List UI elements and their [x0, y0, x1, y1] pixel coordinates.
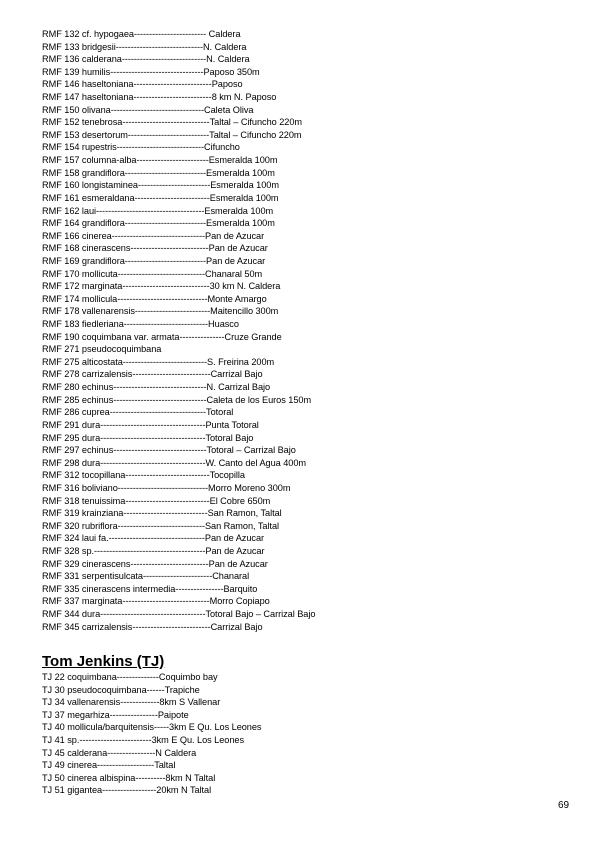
- list-item: TJ 45 calderana----------------N Caldera: [42, 747, 197, 758]
- list-item: RMF 344 dura-----------------------------------Totoral Bajo – Carrizal Bajo: [42, 609, 316, 620]
- list-item: RMF 271 pseudocoquimbana: [42, 344, 162, 355]
- list-item: RMF 139 humilis-------------------------------Paposo 350m: [42, 66, 260, 77]
- list-item: RMF 136 calderana----------------------------N. Caldera: [42, 54, 250, 65]
- list-item: RMF 158 grandiflora---------------------------Esmeralda 100m: [42, 167, 275, 178]
- list-item: RMF 190 coquimbana var. armata---------------Cruze Grande: [42, 331, 282, 342]
- list-item: RMF 147 haseltoniana--------------------------8 km N. Paposo: [42, 92, 277, 103]
- list-item: RMF 183 fiedleriana----------------------------Huasco: [42, 319, 239, 330]
- list-item: TJ 40 mollicula/barquitensis-----3km E Qu. Los Leones: [42, 722, 262, 733]
- list-item: RMF 319 krainziana----------------------------San Ramon, Taltal: [42, 508, 282, 519]
- list-item: RMF 285 echinus-------------------------------Caleta de los Euros 150m: [42, 394, 312, 405]
- list-item: TJ 22 coquimbana--------------Coquimbo bay: [42, 672, 218, 682]
- list-item: RMF 329 cinerascens--------------------------Pan de Azucar: [42, 558, 268, 569]
- list-item: RMF 286 cuprea--------------------------------Totoral: [42, 407, 234, 418]
- list-item: RMF 295 dura-----------------------------------Totoral Bajo: [42, 432, 254, 443]
- list-item: RMF 316 boliviano------------------------------Morro Moreno 300m: [42, 482, 291, 493]
- list-item: RMF 154 rupestris-----------------------------Cifuncho: [42, 142, 240, 153]
- list-item: RMF 331 serpentisulcata-----------------------Chanaral: [42, 571, 250, 582]
- list-item: RMF 275 alticostata----------------------------S. Freirina 200m: [42, 356, 275, 367]
- list-item: TJ 50 cinerea albispina----------8km N Taltal: [42, 772, 216, 783]
- list-item: RMF 132 cf. hypogaea------------------------ Caldera: [42, 29, 241, 39]
- list-item: TJ 34 vallenarensis-------------8km S Vallenar: [42, 697, 221, 708]
- list-item: RMF 152 tenebrosa-----------------------------Taltal – Cifuncho 220m: [42, 117, 302, 128]
- list-item: RMF 320 rubriflora-----------------------------San Ramon, Taltal: [42, 520, 280, 531]
- list-item: RMF 162 laui------------------------------------Esmeralda 100m: [42, 205, 274, 216]
- list-item: RMF 178 vallenarensis-------------------------Maitencillo 300m: [42, 306, 279, 317]
- list-item: RMF 169 grandiflora---------------------------Pan de Azucar: [42, 255, 266, 266]
- list-item: RMF 298 dura-----------------------------------W. Canto del Agua 400m: [42, 457, 306, 468]
- list-item: RMF 324 laui fa.--------------------------------Pan de Azucar: [42, 533, 265, 544]
- list-item: TJ 30 pseudocoquimbana------Trapiche: [42, 684, 200, 695]
- list-item: TJ 41 sp.------------------------3km E Qu. Los Leones: [42, 735, 245, 746]
- list-item: RMF 161 esmeraldana-------------------------Esmeralda 100m: [42, 192, 279, 203]
- list-item: RMF 312 tocopillana----------------------------Tocopilla: [42, 470, 245, 481]
- list-item: RMF 174 mollicula------------------------------Monte Amargo: [42, 293, 267, 304]
- list-item: RMF 328 sp.-------------------------------------Pan de Azucar: [42, 545, 265, 556]
- list-item: RMF 133 bridgesii-----------------------------N. Caldera: [42, 41, 247, 52]
- list-item: RMF 164 grandiflora---------------------------Esmeralda 100m: [42, 218, 275, 229]
- list-item: RMF 335 cinerascens intermedia----------------Barquito: [42, 583, 258, 594]
- list-item: RMF 168 cinerascens--------------------------Pan de Azucar: [42, 243, 268, 254]
- list-item: RMF 345 carrizalensis--------------------------Carrizal Bajo: [42, 621, 263, 632]
- list-item: RMF 280 echinus-------------------------------N. Carrizal Bajo: [42, 382, 271, 393]
- rmf-entry-list: [42, 28, 562, 633]
- tj-entry-list: [42, 671, 562, 797]
- section-heading: Tom Jenkins (TJ): [42, 653, 165, 670]
- list-item: RMF 172 marginata-----------------------------30 km N. Caldera: [42, 281, 281, 292]
- list-item: RMF 291 dura-----------------------------------Punta Totoral: [42, 419, 259, 430]
- list-item: RMF 170 mollicuta-----------------------------Chanaral 50m: [42, 268, 263, 279]
- list-item: RMF 157 columna-alba------------------------Esmeralda 100m: [42, 155, 278, 166]
- list-item: RMF 278 carrizalensis--------------------------Carrizal Bajo: [42, 369, 263, 380]
- list-item: RMF 297 echinus-------------------------------Totoral – Carrizal Bajo: [42, 445, 296, 456]
- page-number: 69: [558, 800, 570, 811]
- list-item: RMF 150 olivana-------------------------------Caleta Oliva: [42, 104, 254, 115]
- list-item: RMF 146 haseltoniana--------------------------Paposo: [42, 79, 243, 90]
- list-item: RMF 160 longistaminea------------------------Esmeralda 100m: [42, 180, 279, 191]
- list-item: RMF 166 cinerea-------------------------------Pan de Azucar: [42, 230, 265, 241]
- list-item: RMF 153 desertorum---------------------------Taltal – Cifuncho 220m: [42, 129, 302, 140]
- list-item: TJ 49 cinerea-------------------Taltal: [42, 760, 176, 771]
- list-item: TJ 51 gigantea------------------20km N Taltal: [42, 785, 212, 796]
- list-item: RMF 337 marginata-----------------------------Morro Copiapo: [42, 596, 270, 607]
- list-item: RMF 318 tenuissima----------------------------El Cobre 650m: [42, 495, 271, 506]
- list-item: TJ 37 megarhiza----------------Paipote: [42, 709, 189, 720]
